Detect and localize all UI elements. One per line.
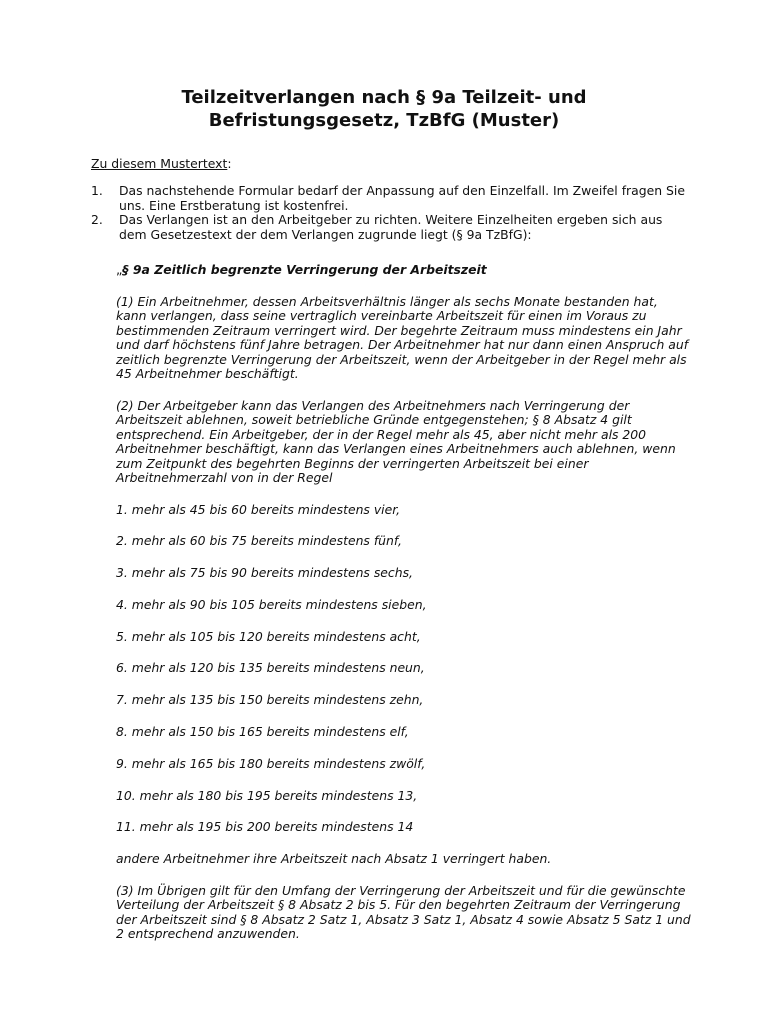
law-paragraph-2: (2) Der Arbeitgeber kann das Verlangen des Arbeitnehmers nach Verringerung der Arbeitszeit ablehnen, soweit betriebliche Gründe entgegenstehen; § 8 Absatz 4 gilt entsprechend. Ein Arbeitgeber, der in der Regel mehr als 45, aber nicht mehr als 200 Arbeitnehmer beschäftigt, kann das Verlangen eines Arbeitnehmers auch ablehnen, wenn zum Zeitpunkt des begehrten Beginns der verringerten Arbeitszeit bei einer Arbeitnehmerzahl von in der Regel xyxy=(116,397,676,485)
note-item xyxy=(91,184,691,213)
law-list-item: 6. mehr als 120 bis 135 bereits mindestens neun, xyxy=(116,660,425,676)
law-after-items: andere Arbeitnehmer ihre Arbeitszeit nach Absatz 1 verringert haben. xyxy=(116,851,552,867)
note-number: 1. xyxy=(91,183,103,198)
law-list-item: 7. mehr als 135 bis 150 bereits mindestens zehn, xyxy=(116,692,424,708)
title-line-2: Befristungsgesetz, TzBfG (Muster) xyxy=(208,110,560,131)
intro-label-text: Zu diesem Mustertext xyxy=(91,156,228,171)
law-list-item: 10. mehr als 180 bis 195 bereits mindestens 13, xyxy=(116,787,418,803)
law-list-item: 3. mehr als 75 bis 90 bereits mindestens sechs, xyxy=(116,565,413,581)
law-list-item: 5. mehr als 105 bis 120 bereits mindestens acht, xyxy=(116,628,421,644)
law-heading xyxy=(116,263,691,278)
law-heading-text: § 9a Zeitlich begrenzte Verringerung der Arbeitszeit xyxy=(122,262,487,277)
law-list-item: 11. mehr als 195 bis 200 bereits mindestens 14 xyxy=(116,819,414,835)
law-list-item: 2. mehr als 60 bis 75 bereits mindestens fünf, xyxy=(116,533,402,549)
law-paragraph-1: (1) Ein Arbeitnehmer, dessen Arbeitsverhältnis länger als sechs Monate bestanden hat, kann verlangen, dass seine vertraglich vereinbarte Arbeitszeit für einen im Voraus zu bestimmenden Zeitraum verringert wird. Der begehrte Zeitraum muss mindestens ein Jahr und darf höchstens fünf Jahre betragen. Der Arbeitnehmer hat nur dann einen Anspruch auf zeitlich begrenzte Verringerung der Arbeitszeit, wenn der Arbeitgeber in der Regel mehr als 45 Arbeitnehmer beschäftigt. xyxy=(116,293,689,381)
law-list-item: 1. mehr als 45 bis 60 bereits mindestens vier, xyxy=(116,501,401,517)
law-quote xyxy=(116,263,691,959)
law-list-item: 8. mehr als 150 bis 165 bereits mindestens elf, xyxy=(116,724,409,740)
document-title xyxy=(0,86,768,132)
law-list-item: 9. mehr als 165 bis 180 bereits mindestens zwölf, xyxy=(116,755,426,771)
intro-label xyxy=(91,156,232,171)
notes-list xyxy=(91,184,691,242)
note-text: Das nachstehende Formular bedarf der Anpassung auf den Einzelfall. Im Zweifel fragen Sie uns. Eine Erstberatung ist kostenfrei. xyxy=(119,183,685,213)
title-line-1: Teilzeitverlangen nach § 9a Teilzeit- und xyxy=(181,87,587,108)
law-open-quote: „ xyxy=(116,262,123,277)
law-list-item: 4. mehr als 90 bis 105 bereits mindestens sieben, xyxy=(116,596,427,612)
law-paragraph-3: (3) Im Übrigen gilt für den Umfang der Verringerung der Arbeitszeit und für die gewünschte Verteilung der Arbeitszeit § 8 Absatz 2 bis 5. Für den begehrten Zeitraum der Verringerung der Arbeitszeit sind § 8 Absatz 2 Satz 1, Absatz 3 Satz 1, Absatz 4 sowie Absatz 5 Satz 1 und 2 entsprechend anzuwenden. xyxy=(116,882,691,942)
intro-label-colon: : xyxy=(227,156,232,171)
note-text: Das Verlangen ist an den Arbeitgeber zu richten. Weitere Einzelheiten ergeben sich aus dem Gesetzestext der dem Verlangen zugrunde liegt (§ 9a TzBfG): xyxy=(119,212,663,242)
note-number: 2. xyxy=(91,212,103,228)
note-item xyxy=(91,213,691,242)
